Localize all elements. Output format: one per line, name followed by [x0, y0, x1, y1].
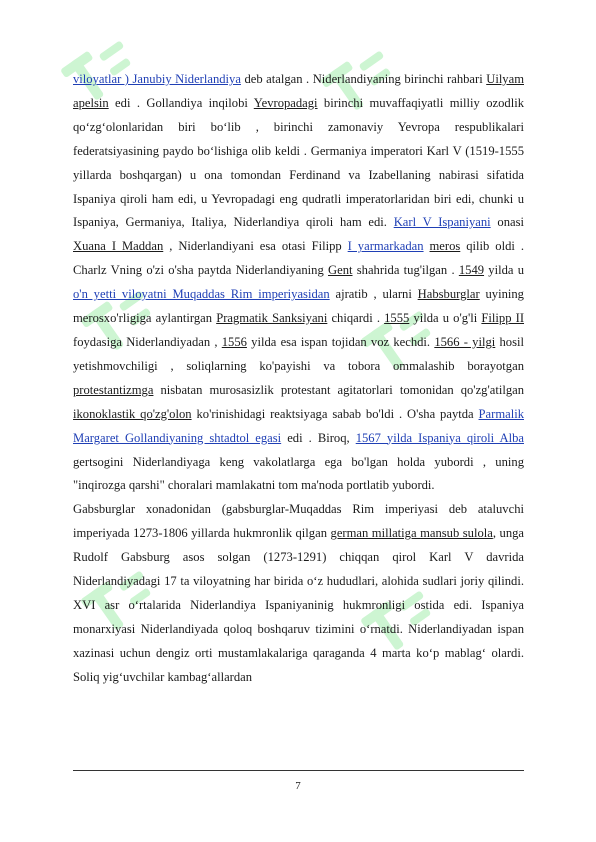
- text-run: yilda u: [484, 263, 524, 278]
- hyperlink[interactable]: o'n yetti viloyatni Muqaddas Rim imperiyasidan: [73, 287, 330, 302]
- text-run: edi . Gollandiya inqilobi: [108, 95, 254, 110]
- footer-divider: [73, 770, 524, 771]
- underlined-term: Yevropadagi: [253, 95, 318, 110]
- hyperlink[interactable]: Parmalik Margaret Gollandiyaning shtadtol egasi: [73, 406, 524, 445]
- paragraph-1: [73, 68, 524, 498]
- text-run: nisbatan murosasizlik protestant agitatorlari tomonidan qo'zg'atilgan: [153, 382, 524, 397]
- text-run: yilda esa ispan tojidan voz kechdi.: [246, 334, 435, 349]
- text-run: ko'rinishidagi reaktsiyaga sabab bo'ldi . O'sha paytda: [191, 406, 479, 421]
- document-body: [73, 68, 524, 690]
- text-run: , unga Rudolf Gabsburg asos solgan (1273-1291) chiqqan qirol Karl V davrida Niderlandiyadagi 17 ta viloyatning har birida o‘z hududlari, alohida sudlari joriy qilindi. XVI asr o‘rtalarida Niderlandiya Ispaniyaninig hukmronligi ostida edi. Ispaniya monarxiyasi Niderlandiyada qoloq boshqaruv tizimini o‘rnatdi. Niderlandiyadan ispan xazinasi uchun dengiz orti mustamlakalariga qaraganda 4 marta ko‘p mablag‘ olardi. Soliq yig‘uvchilar kambag‘allardan: [73, 526, 525, 684]
- paragraph-2: [73, 498, 524, 689]
- underlined-term: Gent: [328, 263, 353, 278]
- text-run: chiqardi .: [327, 311, 385, 326]
- text-run: hosil yetishmovchiligi , soliqlarning ko'payishi va tobora ommalashib borayotgan: [73, 334, 524, 373]
- text-run: uyining merosxo'rligiga aylantirgan: [73, 287, 524, 326]
- text-run: yilda u o'g'li: [409, 311, 482, 326]
- hyperlink[interactable]: viloyatlar ) Janubiy Niderlandiya: [73, 72, 241, 86]
- underlined-term: german millatiga mansub sulola: [330, 526, 493, 541]
- underlined-term: protestantizmga: [73, 382, 154, 397]
- underlined-term: 1566 - yilgi: [434, 334, 496, 349]
- text-run: , Niderlandiyani esa otasi Filipp: [163, 239, 348, 254]
- hyperlink[interactable]: I yarmarkadan: [347, 239, 424, 254]
- text-run: onasi: [490, 215, 524, 230]
- hyperlink[interactable]: 1567 yilda Ispaniya qiroli Alba: [355, 430, 524, 445]
- underlined-term: Filipp II: [481, 311, 525, 326]
- underlined-term: 1556: [221, 334, 247, 349]
- underlined-term: 1555: [384, 311, 410, 326]
- text-run: gertsogini Niderlandiyaga keng vakolatlarga ega bo'lgan holda yubordi , uning "inqirozga qarshi" choralari mamlakatni tom ma'noda portlatib yubordi.: [73, 454, 524, 493]
- underlined-term: Xuana I Maddan: [73, 239, 164, 254]
- page-number: 7: [295, 780, 301, 792]
- text-run: birinchi muvaffaqiyatli milliy ozodlik qo‘zg‘olonlaridan biri bo‘lib , birinchi zamonaviy Yevropa respublikalari federatsiyasining paydo bo‘lishiga olib keldi . Germaniya imperatori Karl V (1519-1555 yillarda boshqargan) u ona tomondan Ferdinand va Izabellaning nabirasi sifatida Ispaniya qiroli ham edi, u Yevropadagi eng qudratli imperatorlaridan biri edi, chunki u Ispaniya, Germaniya, Italiya, Niderlandiya qiroli ham edi.: [73, 95, 525, 230]
- text-run: Gabsburglar xonadonidan (gabsburglar-Muqaddas Rim imperiyasi deb ataluvchi imperiyada 1273-1806 yillarda hukmronlik qilgan: [73, 502, 524, 541]
- underlined-term: ikonoklastik qo'zg'olon: [73, 406, 192, 421]
- text-run: edi . Biroq,: [281, 430, 356, 445]
- text-run: deb atalgan . Niderlandiyaning birinchi rahbari: [240, 72, 487, 86]
- text-run: shahrida tug'ilgan .: [352, 263, 459, 278]
- hyperlink[interactable]: Karl V Ispaniyani: [393, 215, 491, 230]
- text-run: foydasiga Niderlandiyadan ,: [73, 334, 222, 349]
- underlined-term: meros: [429, 239, 461, 254]
- underlined-term: Uilyam apelsin: [73, 72, 524, 110]
- underlined-term: Habsburglar: [417, 287, 480, 302]
- underlined-term: Pragmatik Sanksiyani: [216, 311, 328, 326]
- text-run: qilib oldi . Charlz Vning o'zi o'sha paytda Niderlandiyaning: [73, 239, 524, 278]
- text-run: ajratib , ularni: [329, 287, 418, 302]
- underlined-term: 1549: [458, 263, 485, 278]
